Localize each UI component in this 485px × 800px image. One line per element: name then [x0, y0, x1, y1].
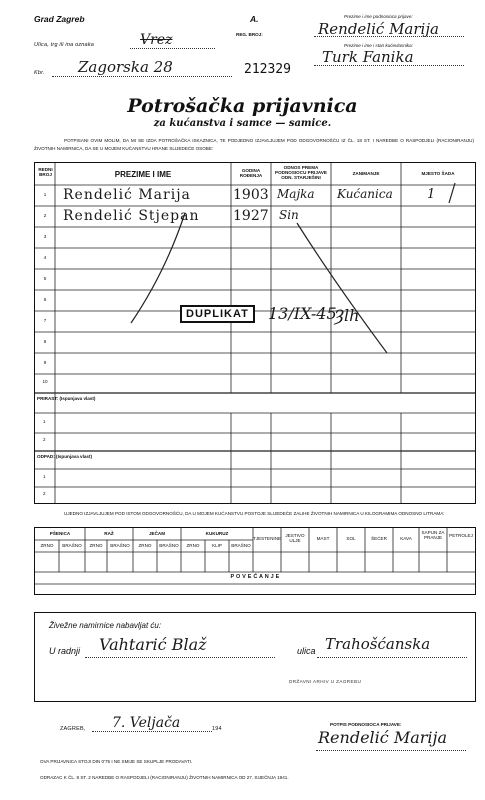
shop-label: U radnji: [49, 646, 81, 656]
reg-label: REG. BROJ:: [236, 32, 263, 37]
supply-group: PŠENICA: [49, 531, 71, 536]
footer-regulation: ODRAZAC K ČL. 8 ST. 2 NAREDBE O RASPODJELI (RACIONIRANJU) ŽIVOTNIH NAMIRNICA OD 27. SIJEČNJA 1941.: [40, 775, 289, 780]
supply-single: KAVA: [400, 536, 412, 541]
buy-label: Živežne namirnice nabavljat ću:: [49, 621, 162, 630]
row-num: 9: [43, 360, 47, 365]
person-year: 1903: [233, 187, 269, 203]
page-title: Potrošačka prijavnica: [127, 95, 358, 117]
stamp-initials-icon: Ȝlh: [334, 306, 360, 325]
signature-value: Rendelić Marija: [318, 728, 447, 747]
row-num: 7: [43, 318, 47, 323]
page-subtitle: za kućanstva i samce — samice.: [153, 118, 332, 129]
row-num: 5: [43, 276, 47, 281]
odpad-label: ODPAD: (Ispunjava vlast): [37, 454, 93, 459]
supply-sub: ZRNO: [40, 543, 54, 548]
supply-single: SOL: [346, 536, 356, 541]
supply-sub: ZRNO: [138, 543, 152, 548]
col-header-num: REDNI BROJ: [38, 167, 53, 177]
supply-group: RAŽ: [104, 531, 114, 536]
row-num: 3: [43, 234, 47, 239]
supply-table: [34, 527, 476, 595]
row-num: 4: [43, 255, 47, 260]
person-meal: 1: [427, 187, 436, 202]
street2-value: Trahošćanska: [325, 635, 431, 653]
street-value: Vrez: [140, 32, 173, 48]
supply-sub: BRAŠNO: [62, 543, 82, 548]
landlord-value: Turk Fanika: [322, 48, 414, 66]
supply-sub: ZRNO: [89, 543, 103, 548]
kbr-value: Zagorska 28: [78, 58, 173, 76]
archive-stamp: DRŽAVNI ARHIV U ZAGREBU: [289, 679, 362, 684]
supply-single: TJESTENINE: [253, 536, 282, 541]
person-name: Rendelić Stjepan: [63, 208, 200, 224]
odpad-row-1: 1: [43, 474, 46, 479]
shop-box: [34, 612, 476, 702]
kbr-label: Kbr.: [34, 70, 45, 76]
section-letter: A.: [250, 14, 259, 24]
person-occupation: Kućanica: [337, 187, 393, 201]
persons-table: [34, 162, 476, 504]
row-num: 8: [43, 339, 47, 344]
duplikat-stamp: DUPLIKAT: [180, 305, 255, 323]
prirast-row-2: 2: [43, 437, 46, 442]
row-num: 6: [43, 297, 47, 302]
applicant-value: Rendelić Marija: [318, 20, 439, 38]
supply-sub-klip: KLIP: [212, 543, 222, 548]
footer-price: OVA PRIJAVNICA STOJI DIN 0'75 I NE SMIJE SE SKUPLJE PRODAVATI.: [40, 759, 193, 764]
col-header-meal: MJESTO ŠADA: [421, 171, 455, 176]
row-num: 2: [43, 213, 47, 218]
year-suffix: 194: [212, 726, 222, 732]
col-header-name: PREZIME I IME: [114, 170, 172, 179]
place-label: ZAGREB,: [60, 726, 86, 732]
supply-intro: UJEDNO IZJAVLJUJEM POD ISTOM ODGOVORNOŠĆU, DA U MOJEM KUĆANSTVU POSTOJE SLIJEDEĆE ZALIHE ŽIVOTNIH NAMIRNICA U KILOGRAMIMA ODNOSNO LITRAMA:: [64, 511, 445, 516]
shop-value: Vahtarić Blaž: [99, 635, 207, 654]
supply-single: MAST: [316, 536, 330, 541]
applicant-label: Prezime i ime podnosioca prijave:: [344, 14, 413, 19]
reg-number: 212329: [244, 62, 291, 77]
signature-label: POTPIS PODNOSIOCA PRIJAVE:: [330, 722, 402, 727]
street2-label: ulica: [297, 646, 316, 656]
odpad-row-2: 2: [43, 491, 46, 496]
prirast-label: PRIRAST: (Ispunjava vlast): [37, 396, 96, 401]
supply-single: JESTIVO ULJE: [285, 533, 305, 543]
landlord-label: Prezime i ime i stan kućevlasnika:: [344, 43, 413, 48]
supply-sub: BRAŠNO: [159, 543, 179, 548]
intro-text: POTPISANI OVIM MOLIM, DA MI SE IZDA POTROŠAČKA ISKAZNICA, TE PODJEDNO IZJAVLJUJEM POD ODGOVORNOŠĆU IZ ČL. 18 ST. I NAREDBE O RASPODJELI (RACIONIRANJU) ŽIVOTNIH NAMIRNICA, DA SE U MOJEM KUĆANSTVU HRANE SLIJEDEĆE OSOBE:: [34, 138, 474, 151]
supply-sub: BRAŠNO: [231, 543, 251, 548]
supply-sub: ZRNO: [186, 543, 200, 548]
person-relation: Majka: [277, 187, 315, 201]
supply-group: JEČAM: [148, 531, 166, 536]
povecanje-label: P O V E Ć A N J E: [230, 574, 280, 580]
supply-single: ŠEĆER: [371, 536, 387, 541]
col-header-year: GODINA ROĐENJA: [239, 168, 263, 178]
stamp-date: 13/IX-45: [268, 304, 337, 323]
date-value: 7. Veljača: [112, 715, 181, 731]
supply-group: KUKURUZ: [205, 531, 229, 536]
street-label: Ulica, trg ili ina oznaka: [34, 42, 95, 48]
supply-single: PETROLEJ: [449, 533, 473, 538]
prirast-row-1: 1: [43, 419, 46, 424]
row-num: 10: [42, 379, 48, 384]
person-relation: Sin: [279, 208, 299, 222]
col-header-occupation: ZANIMANJE: [352, 171, 380, 176]
supply-sub: BRAŠNO: [110, 543, 130, 548]
person-year: 1927: [233, 208, 269, 224]
supply-single: SAPUN ZA PRANJE: [421, 530, 445, 540]
person-name: Rendelić Marija: [63, 187, 191, 203]
col-header-relation: ODNOS PREMA PODNOSIOCU PRIJAVE ODN. STARJEŠINI: [275, 165, 327, 180]
row-num: 1: [43, 192, 47, 197]
city-label: Grad Zagreb: [34, 14, 85, 24]
